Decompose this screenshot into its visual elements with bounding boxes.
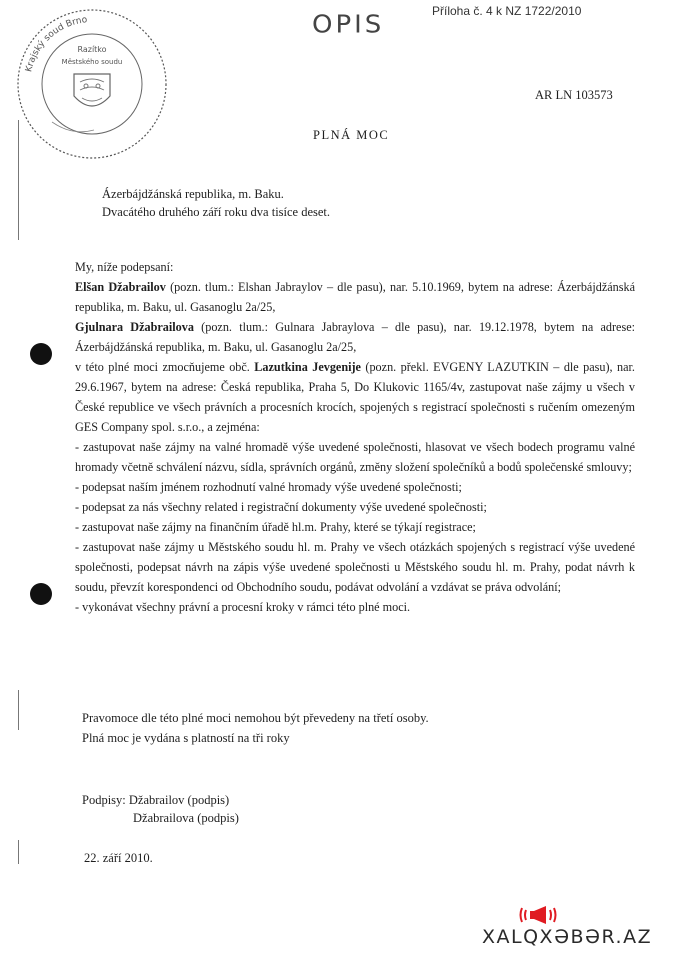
opis-heading: OPIS [312,10,385,40]
list-item: - zastupovat naše zájmy na finančním úřadě hl.m. Prahy, které se týkají registrace; [75,520,476,534]
list-item: - podepsat naším jménem rozhodnutí valné hromady výše uvedené společnosti; [75,480,462,494]
principal-2: Gjulnara Džabrailova (pozn. tlum.: Gulnara Jabraylova – dle pasu), nar. 19.12.1978, bytem na adrese: Ázerbájdžánská republika, m. Baku, ul. Gasanoglu 2a/25, [75,320,635,354]
binder-hole-bottom [30,583,52,605]
power-of-attorney-body [75,257,635,617]
list-item: - zastupovat naše zájmy na valné hromadě výše uvedené společnosti, hlasovat ve všech bodech programu valné hromady včetně schválení názvu, sídla, správních orgánů, změny složení společníků a bodů společenské smlouvy; [75,440,635,474]
watermark-text: XALQXƏBƏR.AZ [482,926,653,948]
left-edge-line-lower [18,690,19,730]
document-title: PLNÁ MOC [313,128,390,142]
stamp-line2: Městského soudu [61,58,123,66]
stamp-line1: Razítko [77,45,107,54]
signing-date: 22. září 2010. [84,851,153,865]
svg-text:Krajský soud Brno: Krajský soud Brno [24,15,88,74]
intro: My, níže podepsaní: [75,260,174,274]
place-line: Ázerbájdžánská republika, m. Baku. [102,187,284,201]
attachment-note: Příloha č. 4 k NZ 1722/2010 [432,4,582,18]
non-transferable-line: Pravomoce dle této plné moci nemohou být převedeny na třetí osoby. [82,711,429,725]
signature-line-2: Džabrailova (podpis) [133,811,239,825]
place-and-date [102,185,330,221]
megaphone-icon [519,904,557,926]
official-stamp [12,4,172,164]
registration-number: AR LN 103573 [535,88,613,102]
principal-1: Elšan Džabrailov (pozn. tlum.: Elshan Jabraylov – dle pasu), nar. 5.10.1969, bytem na adrese: Ázerbájdžánská republika, m. Baku, ul. Gasanoglu 2a/25, [75,280,635,314]
validity-line: Plná moc je vydána s platností na tři roky [82,731,290,745]
signature-line-1: Podpisy: Džabrailov (podpis) [82,793,230,807]
agent-paragraph: v této plné moci zmocňujeme obč. Lazutkina Jevgenije (pozn. překl. EVGENY LAZUTKIN – dle pasu), nar. 29.6.1967, bytem na adrese: Česká republika, Praha 5, Do Klukovic 1165/4v, zastupovat naše zájmy u všech v České republice ve všech právních a procesních krocích, spojených s registrací společnosti s ručením omezeným GES Company spol. s.r.o., a zejména: [75,360,635,434]
list-item: - podepsat za nás všechny related i registrační dokumenty výše uvedené společnosti; [75,500,487,514]
list-item: - zastupovat naše zájmy u Městského soudu hl. m. Prahy ve všech otázkách spojených s registrací výše uvedené společnosti, podepsat návrh na zápis výše uvedené společnosti u Městského soudu hl. m. Prahy, podat návrh k soudu, převzít korespondenci od Obchodního soudu, podávat odvolání a vzdávat se práva odvolání; [75,540,635,594]
list-item: - vykonávat všechny právní a procesní kroky v rámci této plné moci. [75,600,411,614]
date-line: Dvacátého druhého září roku dva tisíce deset. [102,205,331,219]
left-edge-line-bottom [18,840,19,864]
binder-hole-top [30,343,52,365]
closing-statements [82,708,429,748]
